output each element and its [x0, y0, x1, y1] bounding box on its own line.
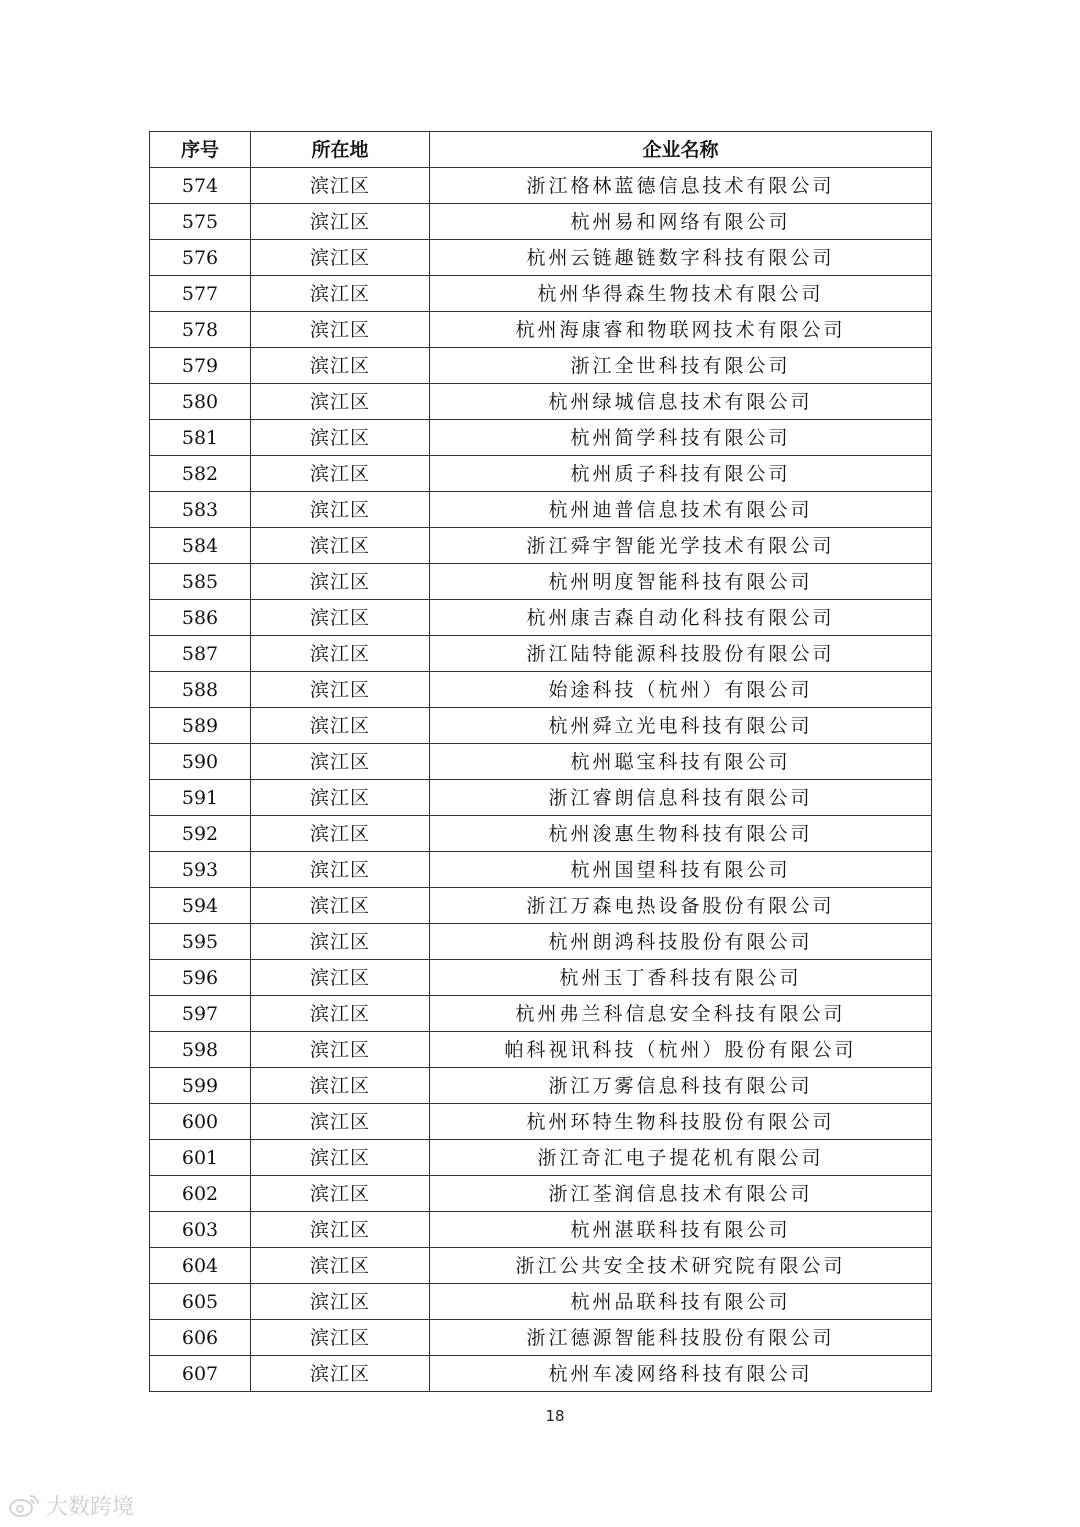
cell-index: 601	[150, 1140, 251, 1176]
cell-location: 滨江区	[251, 276, 430, 312]
cell-index: 605	[150, 1284, 251, 1320]
table-row	[150, 348, 932, 384]
cell-location: 滨江区	[251, 1248, 430, 1284]
cell-index: 595	[150, 924, 251, 960]
cell-index: 604	[150, 1248, 251, 1284]
cell-index: 585	[150, 564, 251, 600]
cell-location: 滨江区	[251, 852, 430, 888]
table-row	[150, 1068, 932, 1104]
table-row	[150, 528, 932, 564]
table-row	[150, 240, 932, 276]
cell-company-name: 杭州云链趣链数字科技有限公司	[430, 240, 932, 276]
cell-location: 滨江区	[251, 780, 430, 816]
cell-index: 584	[150, 528, 251, 564]
cell-index: 587	[150, 636, 251, 672]
page-number: 18	[545, 1407, 565, 1425]
table-row	[150, 1032, 932, 1068]
table-row	[150, 744, 932, 780]
table-row	[150, 816, 932, 852]
cell-location: 滨江区	[251, 672, 430, 708]
table-row	[150, 492, 932, 528]
table-row	[150, 672, 932, 708]
cell-index: 581	[150, 420, 251, 456]
cell-company-name: 杭州迪普信息技术有限公司	[430, 492, 932, 528]
table-row	[150, 420, 932, 456]
table-body	[150, 168, 932, 1392]
cell-company-name: 始途科技（杭州）有限公司	[430, 672, 932, 708]
cell-index: 590	[150, 744, 251, 780]
cell-location: 滨江区	[251, 708, 430, 744]
cell-company-name: 杭州康吉森自动化科技有限公司	[430, 600, 932, 636]
cell-location: 滨江区	[251, 1320, 430, 1356]
cell-company-name: 杭州华得森生物技术有限公司	[430, 276, 932, 312]
cell-index: 600	[150, 1104, 251, 1140]
cell-company-name: 杭州质子科技有限公司	[430, 456, 932, 492]
cell-index: 583	[150, 492, 251, 528]
company-list-table-container	[149, 131, 931, 1392]
table-row	[150, 960, 932, 996]
cell-location: 滨江区	[251, 1356, 430, 1392]
cell-location: 滨江区	[251, 528, 430, 564]
table-row	[150, 708, 932, 744]
cell-index: 597	[150, 996, 251, 1032]
cell-index: 606	[150, 1320, 251, 1356]
cell-location: 滨江区	[251, 312, 430, 348]
cell-company-name: 浙江陆特能源科技股份有限公司	[430, 636, 932, 672]
cell-company-name: 浙江万雾信息科技有限公司	[430, 1068, 932, 1104]
cell-company-name: 浙江奇汇电子提花机有限公司	[430, 1140, 932, 1176]
cell-company-name: 浙江全世科技有限公司	[430, 348, 932, 384]
company-list-table	[149, 131, 932, 1392]
table-row	[150, 1320, 932, 1356]
cell-location: 滨江区	[251, 744, 430, 780]
cell-company-name: 浙江德源智能科技股份有限公司	[430, 1320, 932, 1356]
cell-location: 滨江区	[251, 1104, 430, 1140]
watermark-text: 大数跨境	[46, 1494, 135, 1520]
cell-index: 578	[150, 312, 251, 348]
cell-location: 滨江区	[251, 1140, 430, 1176]
table-header-row	[150, 132, 932, 168]
cell-index: 592	[150, 816, 251, 852]
cell-location: 滨江区	[251, 168, 430, 204]
weibo-logo-icon	[8, 1492, 42, 1518]
cell-company-name: 杭州舜立光电科技有限公司	[430, 708, 932, 744]
cell-company-name: 杭州明度智能科技有限公司	[430, 564, 932, 600]
cell-index: 598	[150, 1032, 251, 1068]
cell-location: 滨江区	[251, 816, 430, 852]
table-row	[150, 168, 932, 204]
cell-company-name: 杭州绿城信息技术有限公司	[430, 384, 932, 420]
cell-company-name: 帕科视讯科技（杭州）股份有限公司	[430, 1032, 932, 1068]
table-row	[150, 312, 932, 348]
table-row	[150, 888, 932, 924]
cell-index: 582	[150, 456, 251, 492]
cell-location: 滨江区	[251, 996, 430, 1032]
cell-company-name: 浙江万森电热设备股份有限公司	[430, 888, 932, 924]
cell-company-name: 杭州聪宝科技有限公司	[430, 744, 932, 780]
table-row	[150, 564, 932, 600]
table-row	[150, 1104, 932, 1140]
cell-index: 591	[150, 780, 251, 816]
cell-location: 滨江区	[251, 204, 430, 240]
header-company-name: 企业名称	[430, 132, 932, 168]
cell-index: 599	[150, 1068, 251, 1104]
cell-index: 594	[150, 888, 251, 924]
cell-company-name: 浙江荃润信息技术有限公司	[430, 1176, 932, 1212]
cell-company-name: 杭州朗鸿科技股份有限公司	[430, 924, 932, 960]
cell-company-name: 杭州弗兰科信息安全科技有限公司	[430, 996, 932, 1032]
cell-index: 580	[150, 384, 251, 420]
table-row	[150, 996, 932, 1032]
watermark	[8, 1490, 134, 1520]
cell-location: 滨江区	[251, 1068, 430, 1104]
cell-index: 579	[150, 348, 251, 384]
table-row	[150, 1176, 932, 1212]
cell-index: 589	[150, 708, 251, 744]
cell-company-name: 杭州易和网络有限公司	[430, 204, 932, 240]
cell-location: 滨江区	[251, 888, 430, 924]
cell-company-name: 浙江舜宇智能光学技术有限公司	[430, 528, 932, 564]
cell-location: 滨江区	[251, 600, 430, 636]
table-row	[150, 924, 932, 960]
cell-location: 滨江区	[251, 1176, 430, 1212]
cell-location: 滨江区	[251, 960, 430, 996]
cell-location: 滨江区	[251, 1212, 430, 1248]
cell-company-name: 杭州湛联科技有限公司	[430, 1212, 932, 1248]
cell-company-name: 杭州简学科技有限公司	[430, 420, 932, 456]
cell-index: 603	[150, 1212, 251, 1248]
cell-location: 滨江区	[251, 384, 430, 420]
cell-company-name: 浙江睿朗信息科技有限公司	[430, 780, 932, 816]
cell-location: 滨江区	[251, 492, 430, 528]
header-index: 序号	[150, 132, 251, 168]
cell-index: 574	[150, 168, 251, 204]
table-row	[150, 1140, 932, 1176]
cell-company-name: 杭州车凌网络科技有限公司	[430, 1356, 932, 1392]
table-row	[150, 780, 932, 816]
cell-index: 577	[150, 276, 251, 312]
cell-index: 593	[150, 852, 251, 888]
cell-company-name: 杭州浚惠生物科技有限公司	[430, 816, 932, 852]
cell-company-name: 杭州品联科技有限公司	[430, 1284, 932, 1320]
cell-company-name: 杭州海康睿和物联网技术有限公司	[430, 312, 932, 348]
table-row	[150, 600, 932, 636]
cell-location: 滨江区	[251, 636, 430, 672]
table-row	[150, 1284, 932, 1320]
cell-location: 滨江区	[251, 924, 430, 960]
cell-location: 滨江区	[251, 240, 430, 276]
table-row	[150, 276, 932, 312]
table-row	[150, 636, 932, 672]
cell-location: 滨江区	[251, 564, 430, 600]
cell-location: 滨江区	[251, 456, 430, 492]
cell-index: 588	[150, 672, 251, 708]
cell-index: 575	[150, 204, 251, 240]
header-location: 所在地	[251, 132, 430, 168]
cell-company-name: 杭州国望科技有限公司	[430, 852, 932, 888]
cell-company-name: 浙江格林蓝德信息技术有限公司	[430, 168, 932, 204]
table-row	[150, 1212, 932, 1248]
cell-index: 586	[150, 600, 251, 636]
cell-location: 滨江区	[251, 1032, 430, 1068]
table-row	[150, 1248, 932, 1284]
cell-index: 607	[150, 1356, 251, 1392]
table-row	[150, 852, 932, 888]
cell-index: 596	[150, 960, 251, 996]
cell-location: 滨江区	[251, 420, 430, 456]
table-row	[150, 384, 932, 420]
table-row	[150, 204, 932, 240]
cell-company-name: 杭州环特生物科技股份有限公司	[430, 1104, 932, 1140]
cell-location: 滨江区	[251, 1284, 430, 1320]
cell-index: 576	[150, 240, 251, 276]
cell-location: 滨江区	[251, 348, 430, 384]
cell-company-name: 杭州玉丁香科技有限公司	[430, 960, 932, 996]
cell-index: 602	[150, 1176, 251, 1212]
cell-company-name: 浙江公共安全技术研究院有限公司	[430, 1248, 932, 1284]
table-row	[150, 1356, 932, 1392]
table-row	[150, 456, 932, 492]
